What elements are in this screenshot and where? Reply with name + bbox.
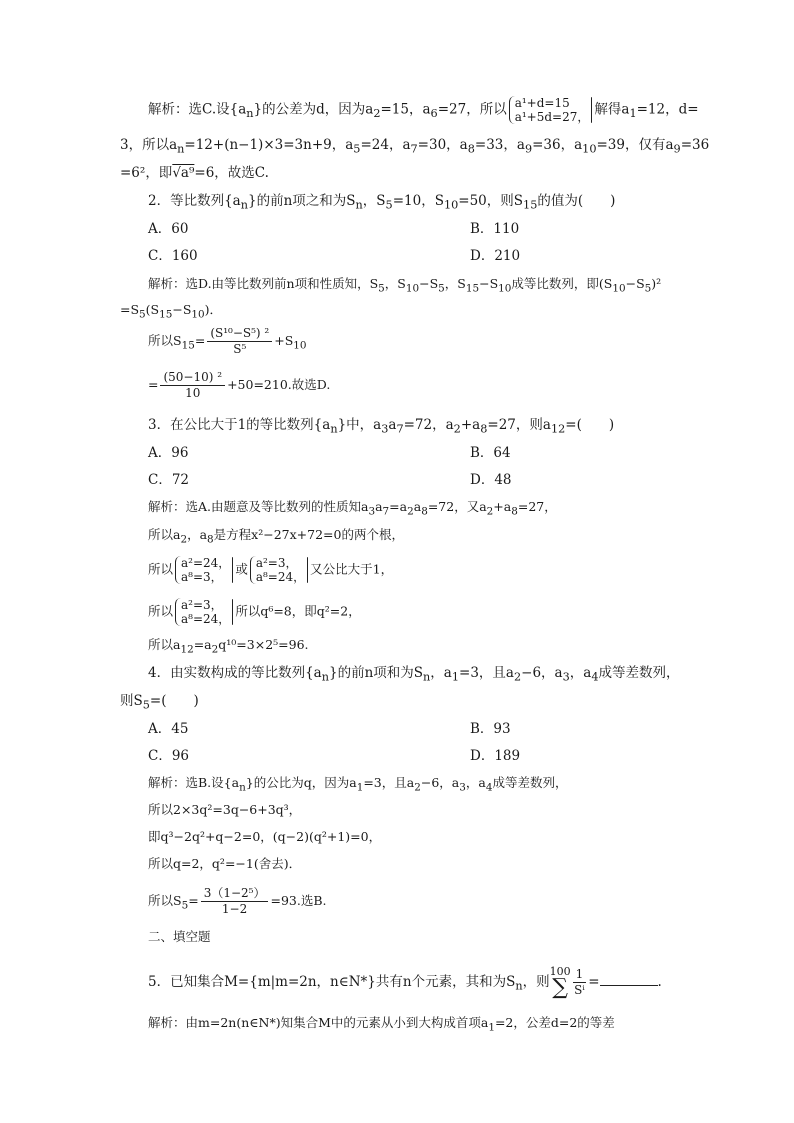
q2-option-b: B．110 (470, 221, 520, 237)
solution-1-line-3: =6²，即√a⁹=6，故选C. (120, 165, 269, 181)
question-3-stem: 3．在公比大于1的等比数列$\{a_n\}$中，$a_3a_7=72$，$a_2+a_8=27$，则$a_{12}=$( ) (148, 417, 615, 436)
question-5-stem: 5．已知集合M={m|m=2n，n∈N*}共有n个元素，其和为$S_n$，则100 ∑ $\frac{1}{\text{Sⁱ}}$ = . (148, 965, 662, 1000)
q3-option-b: B．64 (470, 445, 511, 461)
q4-solution-line-3: 即q³−2q²+q−2=0，(q−2)(q²+1)=0， (148, 829, 382, 844)
equation-system: a²=3， a⁸=24， (175, 598, 230, 626)
q2-solution-line-3: 所以$S_{15}=$ $\frac{\text{(S¹⁰−S⁵) ²}}{\text{S⁵}}$ $+S_{10}$ (148, 326, 307, 356)
equation-system: a²=24， a⁸=3， (175, 556, 230, 584)
question-2-stem: 2．等比数列$\{a_n\}$的前n项之和为$S_n$，$S_5=10$，$S_{10}=50$，则$S_{15}$的值为( ) (148, 193, 616, 212)
answer-blank[interactable] (600, 971, 658, 986)
solution-1-line-1: 解析：选C.设$\{a_n\}$的公差为d，因为$a_2=15$，$a_6=27$，所以 a¹+d=15 a¹+5d=27， 解得$a_1=12$，d= (148, 96, 699, 124)
question-4-stem: 4．由实数构成的等比数列$\{a_n\}$的前n项和为$S_n$，$a_1=3$，且$a_2-6$，$a_3$，$a_4$成等差数列， (148, 665, 680, 684)
q3-solution-line-1: 解析：选A.由题意及等比数列的性质知$a_3a_7=a_2a_8=72$，又$a_2+a_8=27$， (148, 499, 557, 518)
q2-solution-line-1: 解析：选D.由等比数列前n项和性质知，$S_5$，$S_{10}-S_5$，$S_{15}-S_{10}$成等比数列，即$(S_{10}-S_5)^2$ (148, 276, 662, 295)
q4-solution-line-4: 所以q=2，q²=−1(舍去)． (148, 856, 302, 871)
summation-symbol: 100 ∑ (549, 965, 571, 1000)
q4-solution-line-1: 解析：选B.设$\{a_n\}$的公比为q，因为$a_1=3$，且$a_2-6$，$a_3$，$a_4$成等差数列， (148, 775, 568, 794)
q3-solution-line-4: 所以 a²=3， a⁸=24，所以q⁶=8，即q²=2， (148, 598, 361, 626)
q3-option-a: A．96 (148, 445, 189, 461)
q4-option-d: D．189 (470, 748, 521, 764)
q4-option-a: A．45 (148, 721, 189, 737)
q2-solution-line-4: = $\frac{\text{(50−10) ²}}{10}$ +50=210.故选D. (148, 370, 331, 400)
solution-1-line-2: 3，所以$a_n=12+(n-1)\times 3=3n+9$，$a_5=24$，$a_7=30$，$a_8=33$，$a_9=36$，$a_{10}=39$，仅有$a_9=36$ (120, 137, 710, 156)
q3-option-d: D．48 (470, 472, 512, 488)
fraction: $\frac{1}{\text{Sⁱ}}$ (574, 967, 585, 997)
q2-option-c: C．160 (148, 248, 198, 264)
q5-solution-line-1: 解析：由m=2n(n∈N*)知集合M中的元素从小到大构成首项$a_1=2$，公差d=2的等差 (148, 1015, 615, 1034)
q4-solution-line-2: 所以2×3q²=3q−6+3q³， (148, 802, 302, 817)
q2-option-d: D．210 (470, 248, 521, 264)
equation-system: a¹+d=15 a¹+5d=27， (509, 96, 590, 124)
section-heading-fill-in: 二、填空题 (148, 929, 211, 944)
fraction: $\frac{\text{(S¹⁰−S⁵) ²}}{\text{S⁵}}$ (207, 326, 272, 357)
equation-system: a²=3， a⁸=24， (250, 556, 305, 584)
q4-option-c: C．96 (148, 748, 190, 764)
q3-solution-line-2: 所以$a_2$，$a_8$是方程x²−27x+72=0的两个根， (148, 527, 404, 546)
q2-option-a: A．60 (148, 221, 189, 237)
q2-solution-line-2: $=S_5(S_{15}-S_{10})$． (120, 302, 223, 321)
q4-solution-line-5: 所以$S_5=$ $\frac{\text{3（1−2⁵）}}{1-2}$ =93.选B. (148, 886, 327, 916)
q3-solution-line-5: 所以$a_{12}=a_2q^{10}=3\times 2^5=96$. (148, 637, 309, 656)
q3-solution-line-3: 所以 a²=24， a⁸=3，或 a²=3， a⁸=24，又公比大于1， (148, 556, 394, 584)
q4-option-b: B．93 (470, 721, 511, 737)
q3-option-c: C．72 (148, 472, 190, 488)
question-4-stem-2: 则$S_5=$( ) (120, 693, 199, 712)
fraction: $\frac{\text{3（1−2⁵）}}{1-2}$ (201, 886, 269, 917)
fraction: $\frac{\text{(50−10) ²}}{10}$ (160, 370, 225, 401)
